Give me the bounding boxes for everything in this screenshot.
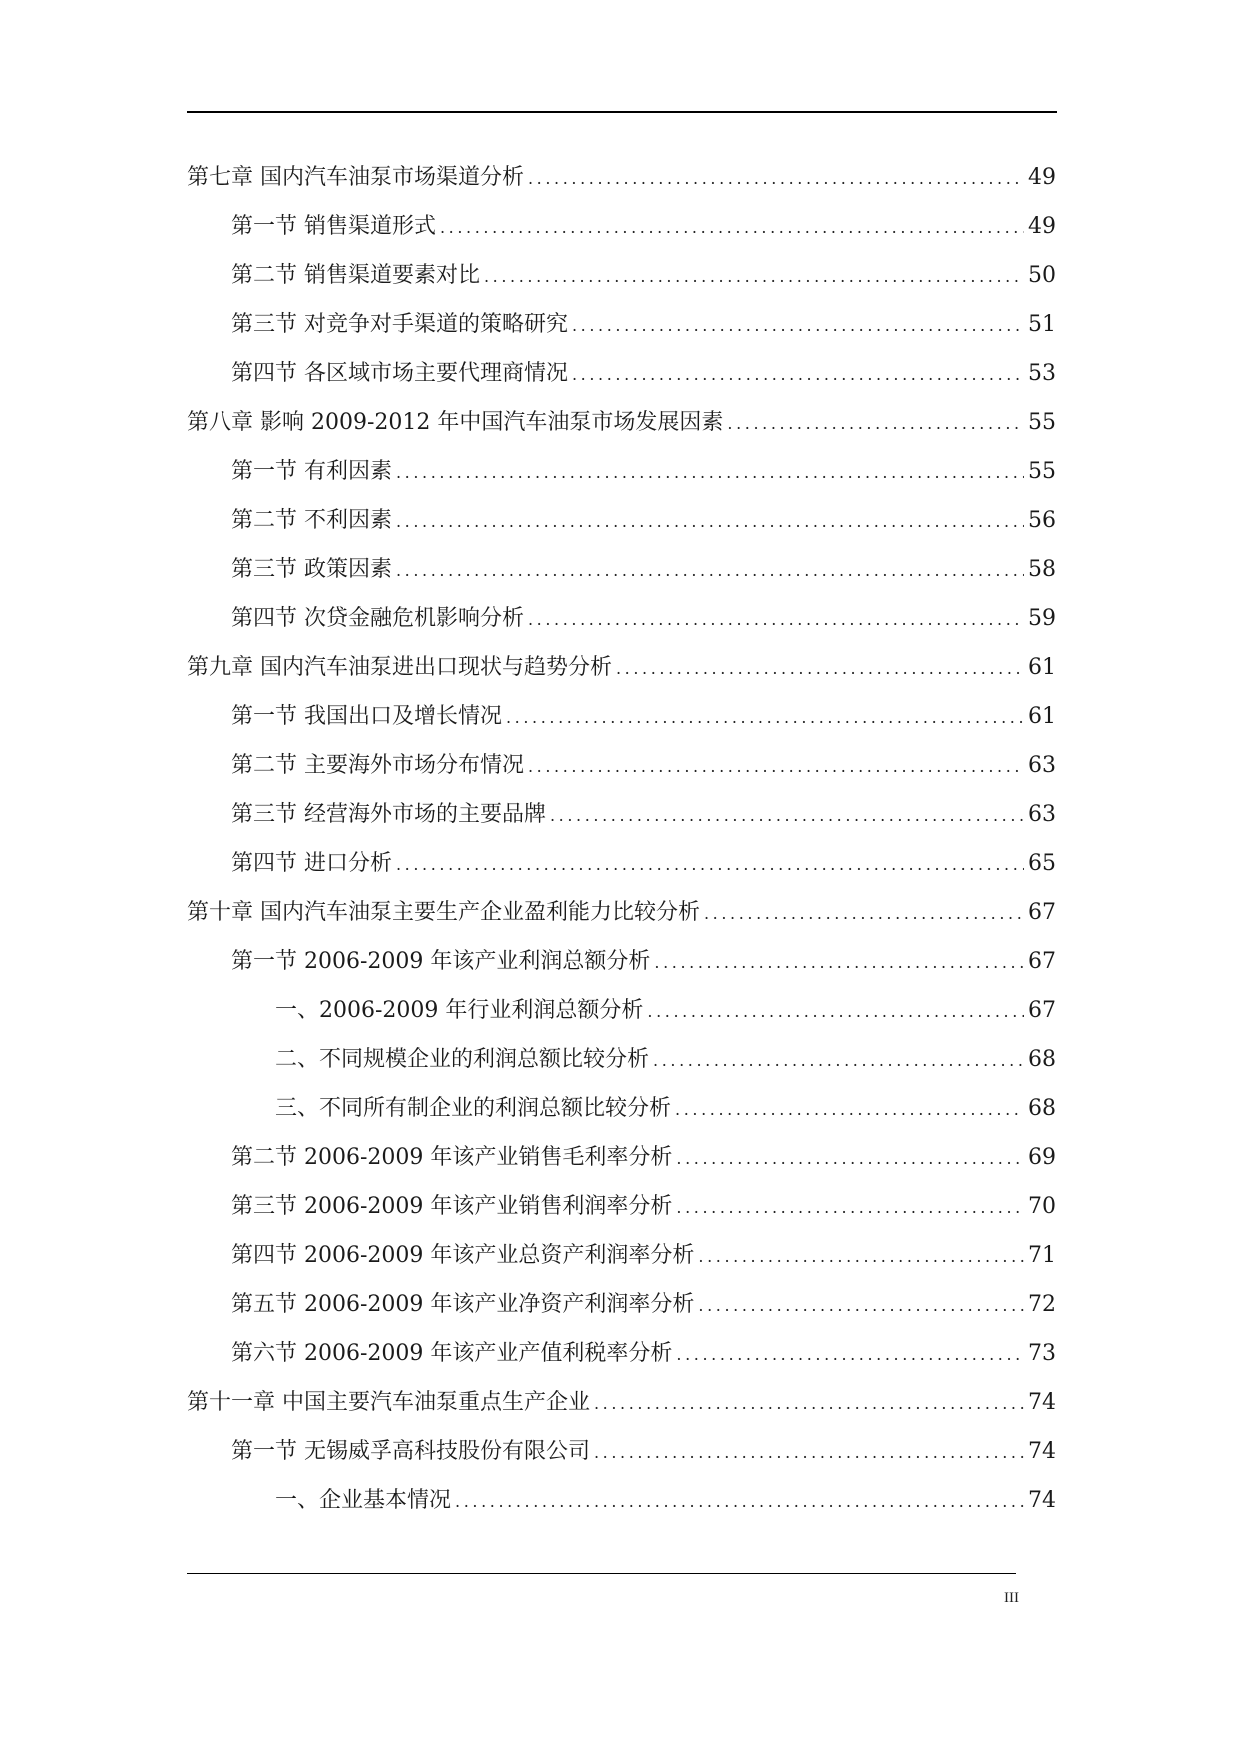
toc-entry-page: 49 xyxy=(1028,214,1056,239)
dot-leader xyxy=(698,1281,1024,1330)
toc-entry[interactable] xyxy=(187,594,1056,643)
dot-leader xyxy=(396,497,1024,546)
dot-leader xyxy=(594,1428,1024,1477)
toc-entry[interactable] xyxy=(187,1182,1056,1231)
toc-entry-page: 61 xyxy=(1028,655,1056,680)
header-rule xyxy=(187,111,1057,113)
toc-entry-page: 74 xyxy=(1028,1488,1056,1513)
dot-leader xyxy=(594,1379,1024,1428)
footer-rule xyxy=(187,1573,1016,1574)
toc-entry-title: 第五节 2006-2009 年该产业净资产利润率分析 xyxy=(231,1292,695,1317)
dot-leader xyxy=(528,595,1024,644)
dot-leader xyxy=(484,252,1024,301)
toc-entry-title: 第三节 政策因素 xyxy=(231,557,392,582)
toc-entry-page: 70 xyxy=(1028,1194,1056,1219)
toc-entry-title: 第九章 国内汽车油泵进出口现状与趋势分析 xyxy=(187,655,612,680)
toc-entry-title: 第一节 我国出口及增长情况 xyxy=(231,704,502,729)
dot-leader xyxy=(528,742,1024,791)
toc-entry[interactable] xyxy=(187,692,1056,741)
toc-entry[interactable] xyxy=(187,888,1056,937)
dot-leader xyxy=(396,546,1024,595)
toc-entry-page: 61 xyxy=(1028,704,1056,729)
toc-entry-title: 第一节 无锡威孚高科技股份有限公司 xyxy=(231,1439,590,1464)
toc-entry[interactable] xyxy=(187,496,1056,545)
dot-leader xyxy=(616,644,1024,693)
dot-leader xyxy=(676,1183,1024,1232)
toc-entry-title: 第四节 进口分析 xyxy=(231,851,392,876)
dot-leader xyxy=(676,1330,1024,1379)
toc-entry[interactable] xyxy=(187,790,1056,839)
dot-leader xyxy=(675,1085,1024,1134)
page-number: III xyxy=(1004,1590,1019,1606)
toc-entry-title: 一、2006-2009 年行业利润总额分析 xyxy=(275,998,644,1023)
toc-entry-page: 49 xyxy=(1028,165,1056,190)
dot-leader xyxy=(440,203,1024,252)
toc-entry-title: 二、不同规模企业的利润总额比较分析 xyxy=(275,1047,650,1072)
toc-entry[interactable] xyxy=(187,1378,1056,1427)
dot-leader xyxy=(528,154,1024,203)
toc-entry-title: 第二节 不利因素 xyxy=(231,508,392,533)
toc-entry[interactable] xyxy=(187,251,1056,300)
dot-leader xyxy=(506,693,1024,742)
toc-entry-page: 72 xyxy=(1028,1292,1056,1317)
toc-entry-page: 65 xyxy=(1028,851,1056,876)
toc-entry[interactable] xyxy=(187,398,1056,447)
dot-leader xyxy=(550,791,1024,840)
toc-entry-page: 55 xyxy=(1028,410,1056,435)
toc-entry-page: 53 xyxy=(1028,361,1056,386)
toc-entry[interactable] xyxy=(187,153,1056,202)
toc-entry-title: 第三节 2006-2009 年该产业销售利润率分析 xyxy=(231,1194,673,1219)
toc-entry-title: 第三节 对竞争对手渠道的策略研究 xyxy=(231,312,568,337)
toc-entry-page: 51 xyxy=(1028,312,1056,337)
toc-entry-title: 第七章 国内汽车油泵市场渠道分析 xyxy=(187,165,524,190)
toc-entry-page: 68 xyxy=(1028,1096,1056,1121)
toc-entry-title: 第一节 有利因素 xyxy=(231,459,392,484)
toc-entry-page: 59 xyxy=(1028,606,1056,631)
toc-entry-title: 第十章 国内汽车油泵主要生产企业盈利能力比较分析 xyxy=(187,900,700,925)
toc-entry[interactable] xyxy=(187,349,1056,398)
toc-entry[interactable] xyxy=(187,643,1056,692)
toc-entry[interactable] xyxy=(187,545,1056,594)
dot-leader xyxy=(572,301,1024,350)
toc-entry-title: 第十一章 中国主要汽车油泵重点生产企业 xyxy=(187,1390,590,1415)
toc-entry[interactable] xyxy=(187,1035,1056,1084)
toc-entry-title: 第三节 经营海外市场的主要品牌 xyxy=(231,802,546,827)
toc-entry-title: 第二节 主要海外市场分布情况 xyxy=(231,753,524,778)
toc-entry-title: 一、企业基本情况 xyxy=(275,1488,452,1513)
toc-entry-page: 67 xyxy=(1028,998,1056,1023)
toc-entry[interactable] xyxy=(187,447,1056,496)
toc-entry[interactable] xyxy=(187,741,1056,790)
toc-entry[interactable] xyxy=(187,839,1056,888)
toc-entry-title: 第一节 2006-2009 年该产业利润总额分析 xyxy=(231,949,651,974)
toc-entry-page: 58 xyxy=(1028,557,1056,582)
toc-entry-title: 第二节 销售渠道要素对比 xyxy=(231,263,480,288)
toc-entry-page: 55 xyxy=(1028,459,1056,484)
dot-leader xyxy=(727,399,1024,448)
dot-leader xyxy=(396,448,1024,497)
table-of-contents xyxy=(187,153,1056,1525)
toc-entry-title: 第四节 各区域市场主要代理商情况 xyxy=(231,361,568,386)
toc-entry[interactable] xyxy=(187,986,1056,1035)
toc-entry-page: 74 xyxy=(1028,1439,1056,1464)
dot-leader xyxy=(654,938,1024,987)
toc-entry[interactable] xyxy=(187,202,1056,251)
dot-leader xyxy=(396,840,1024,889)
toc-entry-title: 第四节 2006-2009 年该产业总资产利润率分析 xyxy=(231,1243,695,1268)
toc-entry[interactable] xyxy=(187,300,1056,349)
toc-entry-title: 第二节 2006-2009 年该产业销售毛利率分析 xyxy=(231,1145,673,1170)
dot-leader xyxy=(455,1477,1024,1526)
toc-entry-page: 63 xyxy=(1028,802,1056,827)
toc-entry-title: 第一节 销售渠道形式 xyxy=(231,214,436,239)
toc-entry-page: 63 xyxy=(1028,753,1056,778)
toc-entry[interactable] xyxy=(187,1329,1056,1378)
toc-entry-page: 50 xyxy=(1028,263,1056,288)
dot-leader xyxy=(676,1134,1024,1183)
dot-leader xyxy=(572,350,1024,399)
toc-entry-page: 56 xyxy=(1028,508,1056,533)
toc-entry[interactable] xyxy=(187,937,1056,986)
toc-entry[interactable] xyxy=(187,1280,1056,1329)
toc-entry-page: 74 xyxy=(1028,1390,1056,1415)
dot-leader xyxy=(653,1036,1024,1085)
toc-entry-page: 71 xyxy=(1028,1243,1056,1268)
toc-entry-page: 68 xyxy=(1028,1047,1056,1072)
toc-entry-title: 第六节 2006-2009 年该产业产值利税率分析 xyxy=(231,1341,673,1366)
dot-leader xyxy=(647,987,1024,1036)
toc-entry-page: 69 xyxy=(1028,1145,1056,1170)
toc-entry-page: 73 xyxy=(1028,1341,1056,1366)
toc-entry[interactable] xyxy=(187,1231,1056,1280)
toc-entry-title: 第八章 影响 2009-2012 年中国汽车油泵市场发展因素 xyxy=(187,410,724,435)
dot-leader xyxy=(704,889,1024,938)
toc-entry[interactable] xyxy=(187,1133,1056,1182)
toc-entry[interactable] xyxy=(187,1476,1056,1525)
toc-entry-title: 第四节 次贷金融危机影响分析 xyxy=(231,606,524,631)
toc-entry-title: 三、不同所有制企业的利润总额比较分析 xyxy=(275,1096,672,1121)
toc-entry-page: 67 xyxy=(1028,900,1056,925)
toc-entry[interactable] xyxy=(187,1427,1056,1476)
dot-leader xyxy=(698,1232,1024,1281)
toc-entry[interactable] xyxy=(187,1084,1056,1133)
toc-entry-page: 67 xyxy=(1028,949,1056,974)
